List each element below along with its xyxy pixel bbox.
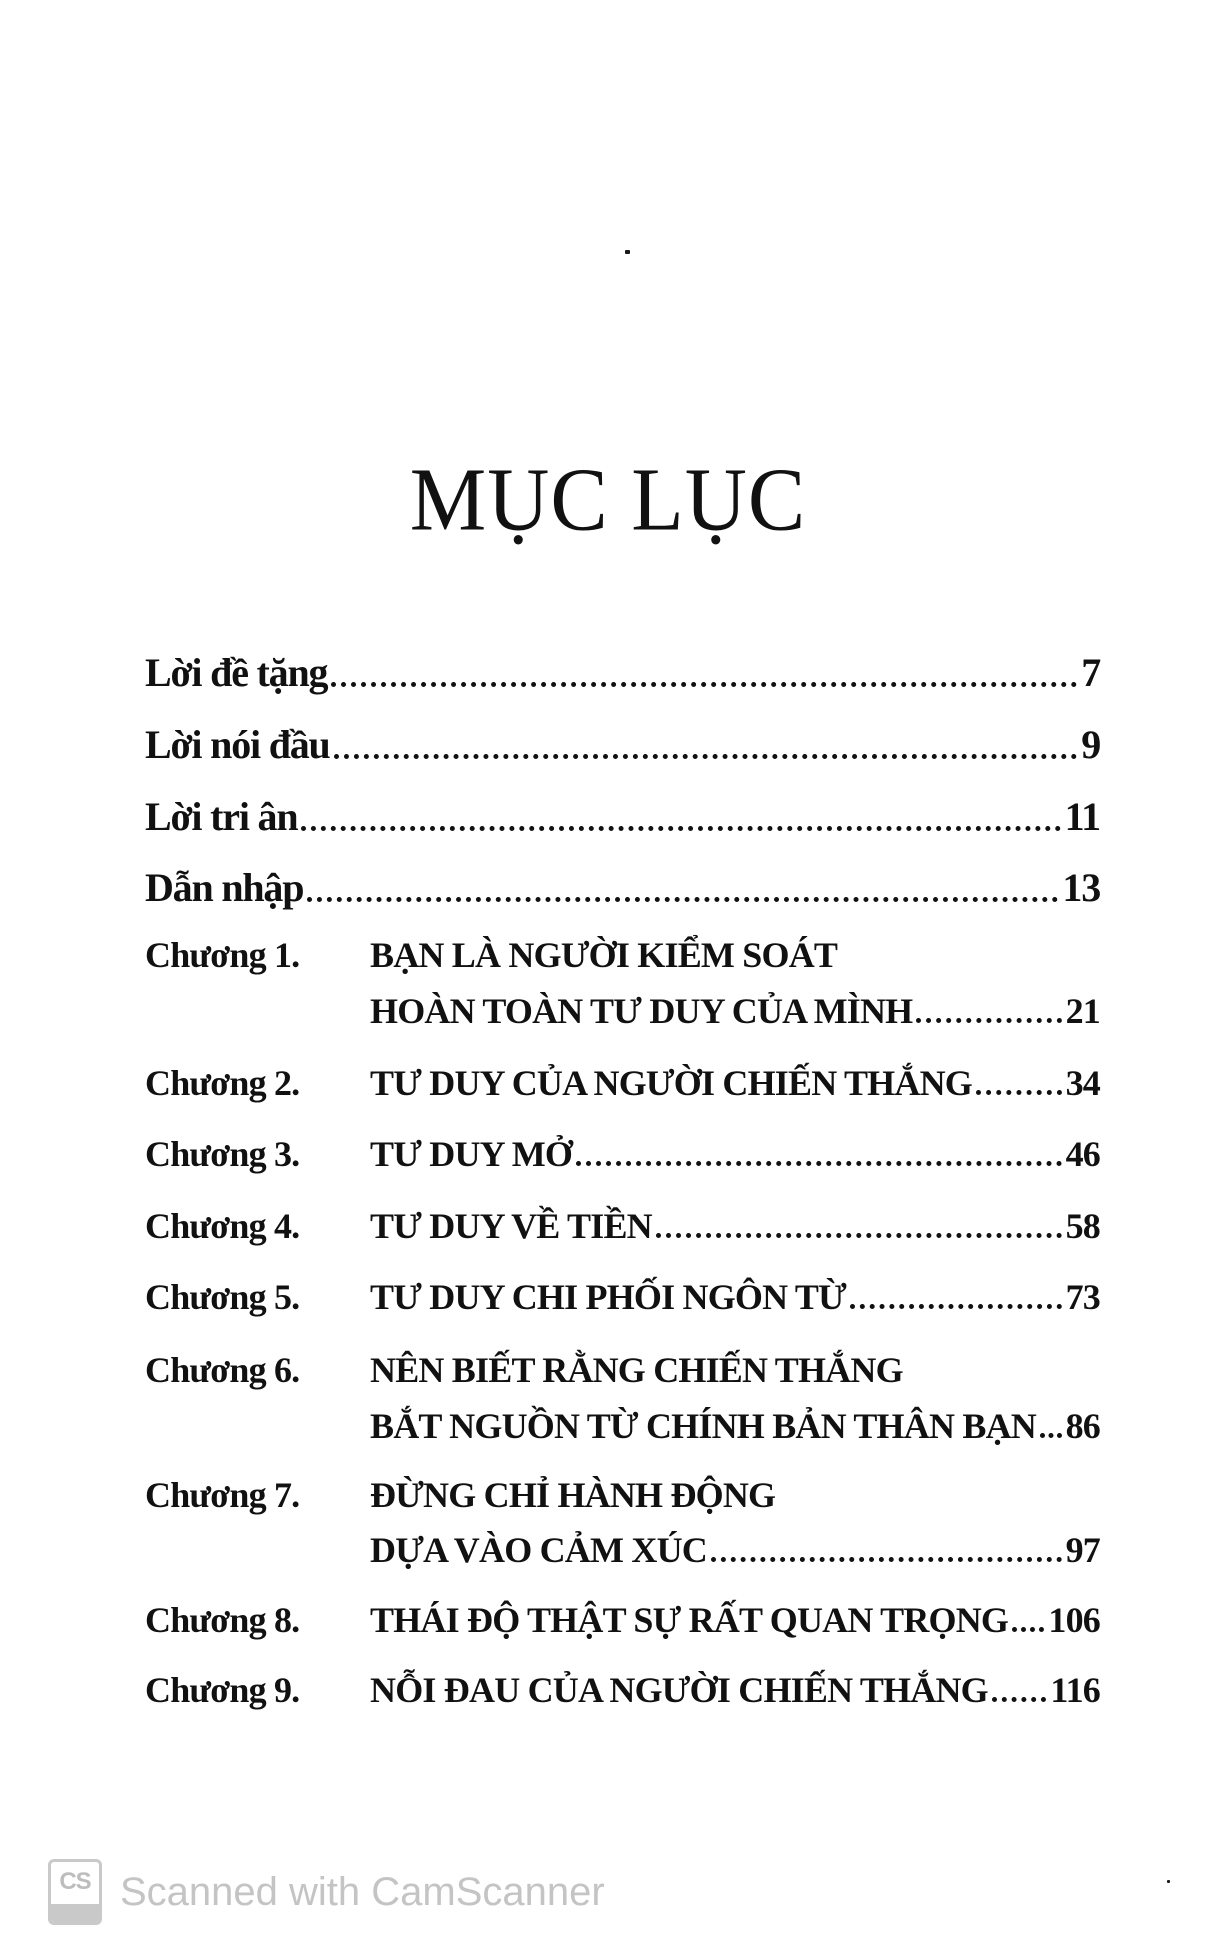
watermark-text: Scanned with CamScanner [120,1869,605,1914]
chapter-label: Chương 9. [145,1670,300,1710]
toc-chapter-4[interactable] [145,1191,1100,1247]
chapter-label: Chương 1. [145,935,300,975]
chapter-page: 97 [1065,1530,1100,1570]
toc-entry-page: 7 [1081,650,1100,695]
chapter-title-line: TƯ DUY CỦA NGƯỜI CHIẾN THẮNG [370,1063,972,1103]
dot-leader [576,1161,1061,1166]
toc-entry-loi-noi-dau[interactable] [145,712,1100,768]
chapter-title-line: TƯ DUY CHI PHỐI NGÔN TỪ [370,1277,846,1317]
toc-chapter-1[interactable] [145,920,1100,976]
dot-leader [307,897,1058,902]
toc-chapter-2[interactable] [145,1048,1100,1104]
camscanner-logo-icon [48,1859,102,1925]
dot-leader [1012,1627,1044,1632]
toc-entry-page: 9 [1081,722,1100,767]
dot-leader [850,1304,1062,1309]
toc-entry-title: Dẫn nhập [145,865,304,910]
logo-text: CS [59,1868,91,1895]
dot-leader [331,682,1077,687]
chapter-page: 106 [1048,1600,1100,1640]
chapter-label: Chương 8. [145,1600,300,1640]
chapter-page: 21 [1065,991,1100,1031]
dot-leader [916,1018,1061,1023]
dot-leader [301,826,1060,831]
chapter-title-line: ĐỪNG CHỈ HÀNH ĐỘNG [370,1475,776,1515]
toc-chapter-6-cont[interactable] [145,1391,1100,1447]
chapter-title-line: DỰA VÀO CẢM XÚC [370,1530,707,1570]
camscanner-watermark [48,1856,605,1928]
chapter-title-line: THÁI ĐỘ THẬT SỰ RẤT QUAN TRỌNG [370,1600,1009,1640]
dot-leader [711,1557,1062,1562]
toc-chapter-9[interactable] [145,1655,1100,1711]
chapter-label: Chương 2. [145,1063,300,1103]
chapter-label: Chương 6. [145,1350,300,1390]
toc-entry-title: Lời nói đầu [145,722,330,767]
dot-leader [976,1090,1062,1095]
dot-leader [992,1697,1047,1702]
chapter-label: Chương 4. [145,1206,300,1246]
dot-leader [656,1233,1062,1238]
toc-entry-title: Lời tri ân [145,794,298,839]
chapter-title-line: TƯ DUY MỞ [370,1134,573,1174]
toc-chapter-8[interactable] [145,1585,1100,1641]
toc-chapter-7-cont[interactable] [145,1515,1100,1571]
toc-entry-loi-tri-an[interactable] [145,784,1100,840]
toc-entry-page: 11 [1064,794,1100,839]
toc-chapter-7[interactable] [145,1460,1100,1516]
scan-speck [1167,1880,1170,1883]
chapter-page: 46 [1065,1134,1100,1174]
toc-entry-title: Lời đề tặng [145,650,328,695]
dot-leader [1040,1433,1062,1438]
chapter-title-line: NỖI ĐAU CỦA NGƯỜI CHIẾN THẮNG [370,1670,988,1710]
chapter-label: Chương 7. [145,1475,300,1515]
chapter-label: Chương 3. [145,1134,300,1174]
dot-leader [334,754,1078,759]
toc-chapter-5[interactable] [145,1262,1100,1318]
toc-chapter-1-cont[interactable] [145,976,1100,1032]
toc-entry-page: 13 [1062,865,1100,910]
toc-entry-dan-nhap[interactable] [145,855,1100,911]
toc-chapter-6[interactable] [145,1335,1100,1391]
chapter-title-line: BẠN LÀ NGƯỜI KIỂM SOÁT [370,935,838,975]
chapter-title-line: TƯ DUY VỀ TIỀN [370,1206,652,1246]
page-title: MỤC LỤC [409,448,807,550]
chapter-page: 73 [1065,1277,1100,1317]
chapter-title-line: BẮT NGUỒN TỪ CHÍNH BẢN THÂN BẠN [370,1406,1036,1446]
chapter-title-line: NÊN BIẾT RẰNG CHIẾN THẮNG [370,1350,903,1390]
chapter-page: 34 [1065,1063,1100,1103]
toc-chapter-3[interactable] [145,1119,1100,1175]
chapter-label: Chương 5. [145,1277,300,1317]
chapter-page: 86 [1065,1406,1100,1446]
chapter-title-line: HOÀN TOÀN TƯ DUY CỦA MÌNH [370,991,913,1031]
toc-entry-loi-de-tang[interactable] [145,640,1100,696]
chapter-page: 116 [1050,1670,1100,1710]
chapter-page: 58 [1065,1206,1100,1246]
